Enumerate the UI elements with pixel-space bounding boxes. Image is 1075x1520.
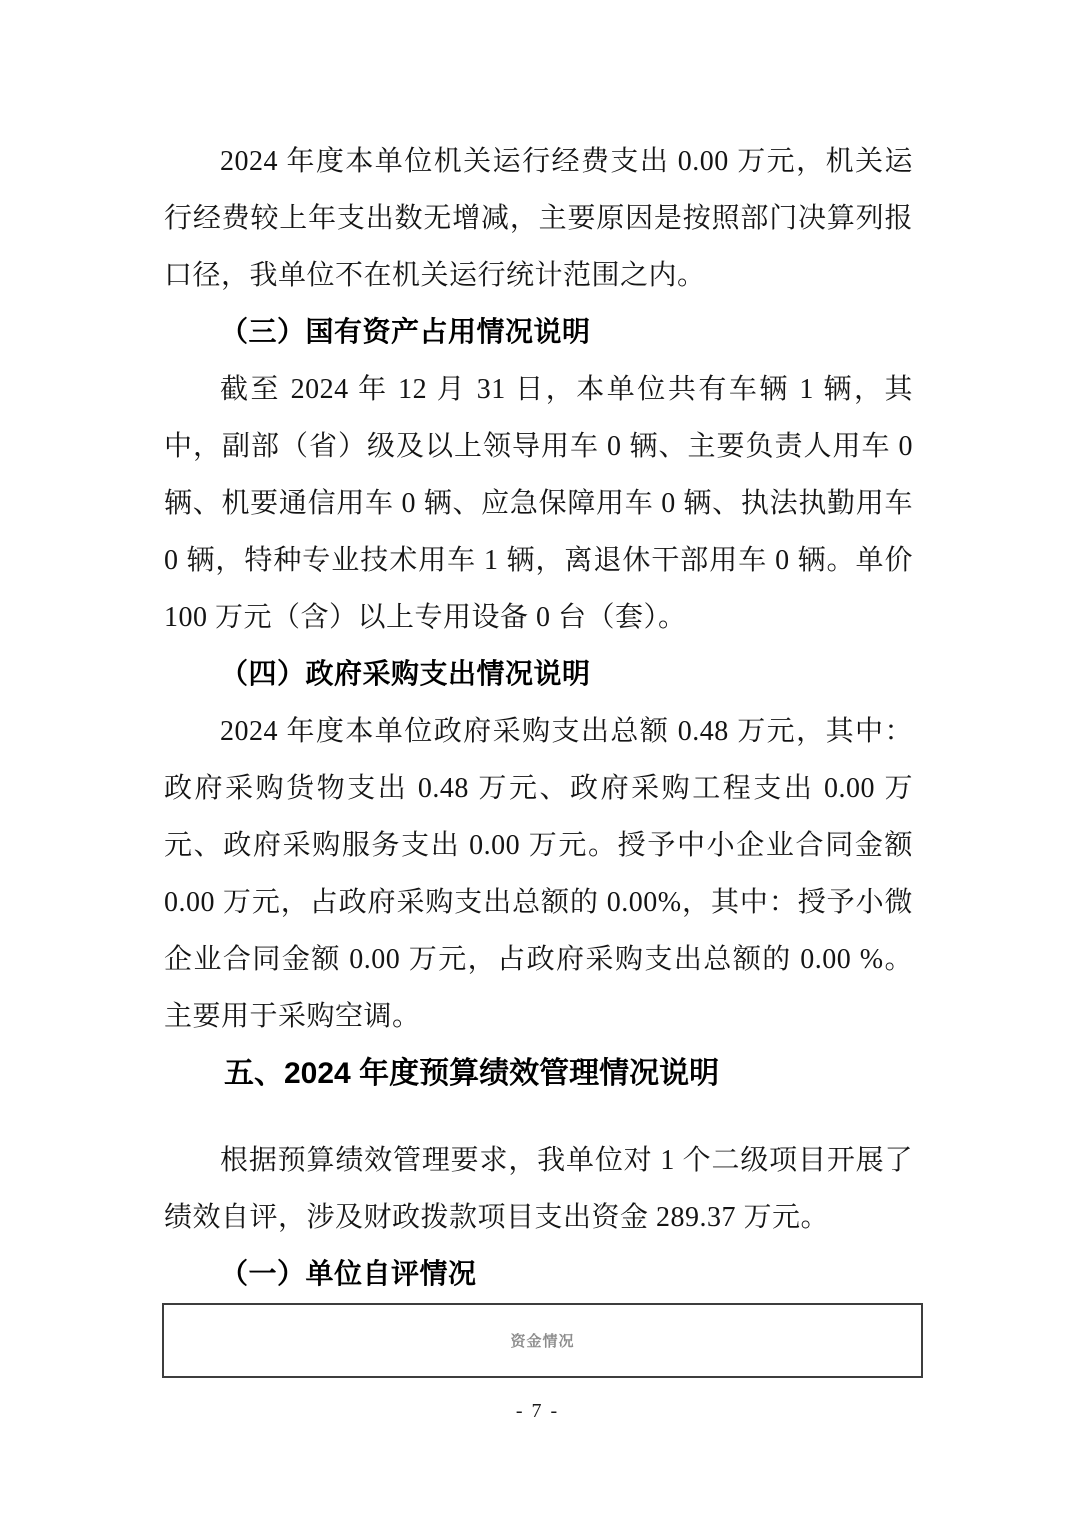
paragraph-budget-performance: 根据预算绩效管理要求，我单位对 1 个二级项目开展了绩效自评，涉及财政拨款项目支出资金 289.37 万元。 xyxy=(164,1145,913,1233)
document-body xyxy=(164,133,913,1303)
heading-self-evaluation: （一）单位自评情况 xyxy=(220,1259,477,1290)
table-header-funds: 资金情况 xyxy=(510,1333,575,1350)
paragraph-agency-operating-costs: 2024 年度本单位机关运行经费支出 0.00 万元，机关运行经费较上年支出数无增减，主要原因是按照部门决算列报口径，我单位不在机关运行统计范围之内。 xyxy=(164,146,913,291)
heading-government-procurement: （四）政府采购支出情况说明 xyxy=(220,659,591,690)
paragraph-government-procurement: 2024 年度本单位政府采购支出总额 0.48 万元，其中：政府采购货物支出 0.48 万元、政府采购工程支出 0.00 万元、政府采购服务支出 0.00 万元。授予中小企业合同金额 0.00 万元，占政府采购支出总额的 0.00%，其中：授予小微企业合同金额 0.00 万元，占政府采购支出总额的 0.00 %。主要用于采购空调。 xyxy=(164,716,913,1032)
page-number: - 7 - xyxy=(515,1400,560,1422)
self-evaluation-table xyxy=(162,1303,923,1378)
heading-state-assets: （三）国有资产占用情况说明 xyxy=(220,317,591,348)
heading-budget-performance: 五、2024 年度预算绩效管理情况说明 xyxy=(224,1057,720,1090)
paragraph-state-assets: 截至 2024 年 12 月 31 日，本单位共有车辆 1 辆，其中，副部（省）级及以上领导用车 0 辆、主要负责人用车 0 辆、机要通信用车 0 辆、应急保障用车 0 辆、执法执勤用车 0 辆，特种专业技术用车 1 辆，离退休干部用车 0 辆。单价 100 万元（含）以上专用设备 0 台（套）。 xyxy=(164,374,913,633)
